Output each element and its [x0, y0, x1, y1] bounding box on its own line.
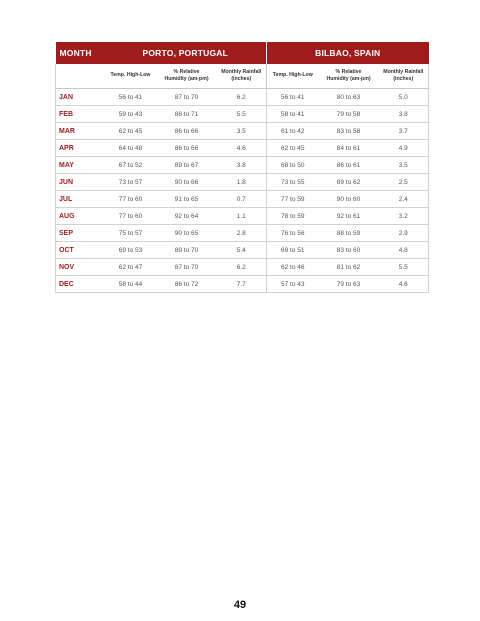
porto-humidity-cell: 89 to 67	[157, 157, 217, 174]
bilbao-humidity-cell: 81 to 62	[319, 259, 379, 276]
porto-humidity-cell: 86 to 72	[157, 276, 217, 293]
city-header-porto: PORTO, PORTUGAL	[105, 42, 267, 64]
month-cell: OCT	[56, 242, 105, 259]
bilbao-rainfall-cell: 2.5	[379, 174, 429, 191]
table-row	[56, 123, 429, 140]
bilbao-rainfall-cell: 4.9	[379, 140, 429, 157]
subheader-humidity-porto	[157, 64, 217, 89]
bilbao-temp-cell: 62 to 46	[267, 259, 319, 276]
table-row	[56, 242, 429, 259]
porto-humidity-cell: 88 to 71	[157, 106, 217, 123]
subheader-blank	[56, 64, 105, 89]
bilbao-temp-cell: 56 to 41	[267, 89, 319, 106]
porto-temp-cell: 59 to 43	[105, 106, 157, 123]
porto-rainfall-cell: 2.8	[217, 225, 267, 242]
month-cell: MAR	[56, 123, 105, 140]
porto-humidity-cell: 86 to 66	[157, 140, 217, 157]
porto-rainfall-cell: 3.8	[217, 157, 267, 174]
subheader-humidity-bilbao	[319, 64, 379, 89]
month-cell: FEB	[56, 106, 105, 123]
bilbao-rainfall-cell: 5.5	[379, 259, 429, 276]
porto-rainfall-cell: 3.5	[217, 123, 267, 140]
bilbao-humidity-cell: 80 to 63	[319, 89, 379, 106]
month-cell: JUN	[56, 174, 105, 191]
table-row	[56, 174, 429, 191]
bilbao-humidity-cell: 79 to 58	[319, 106, 379, 123]
porto-rainfall-cell: 4.6	[217, 140, 267, 157]
porto-humidity-cell: 92 to 64	[157, 208, 217, 225]
bilbao-rainfall-cell: 2.4	[379, 191, 429, 208]
subheader-rain-line1: Monthly Rainfall	[221, 68, 262, 75]
month-cell: SEP	[56, 225, 105, 242]
porto-humidity-cell: 90 to 66	[157, 174, 217, 191]
table-body	[56, 89, 429, 293]
porto-rainfall-cell: 5.5	[217, 106, 267, 123]
subheader-rain-line2: (inches)	[393, 76, 414, 82]
bilbao-humidity-cell: 92 to 61	[319, 208, 379, 225]
subheader-humidity-line2: Humidity (am-pm)	[164, 76, 209, 82]
porto-rainfall-cell: 5.4	[217, 242, 267, 259]
porto-rainfall-cell: 6.2	[217, 259, 267, 276]
bilbao-rainfall-cell: 3.7	[379, 123, 429, 140]
bilbao-temp-cell: 77 to 59	[267, 191, 319, 208]
porto-rainfall-cell: 1.1	[217, 208, 267, 225]
subheader-humidity-line1: % Relative	[335, 68, 362, 75]
month-cell: JAN	[56, 89, 105, 106]
porto-rainfall-cell: 6.2	[217, 89, 267, 106]
table-row	[56, 157, 429, 174]
bilbao-temp-cell: 78 to 59	[267, 208, 319, 225]
porto-temp-cell: 77 to 60	[105, 191, 157, 208]
bilbao-humidity-cell: 86 to 61	[319, 157, 379, 174]
table-header-row	[56, 42, 429, 64]
porto-temp-cell: 62 to 47	[105, 259, 157, 276]
bilbao-humidity-cell: 83 to 60	[319, 242, 379, 259]
climate-table	[55, 42, 429, 293]
month-cell: DEC	[56, 276, 105, 293]
subheader-rain-porto	[217, 64, 267, 89]
bilbao-humidity-cell: 88 to 59	[319, 225, 379, 242]
porto-temp-cell: 56 to 41	[105, 89, 157, 106]
porto-humidity-cell: 90 to 65	[157, 225, 217, 242]
porto-temp-cell: 67 to 52	[105, 157, 157, 174]
subheader-rain-bilbao	[379, 64, 429, 89]
bilbao-rainfall-cell: 4.8	[379, 242, 429, 259]
bilbao-temp-cell: 62 to 45	[267, 140, 319, 157]
porto-temp-cell: 58 to 44	[105, 276, 157, 293]
porto-temp-cell: 77 to 60	[105, 208, 157, 225]
bilbao-humidity-cell: 83 to 58	[319, 123, 379, 140]
porto-rainfall-cell: 1.8	[217, 174, 267, 191]
bilbao-rainfall-cell: 3.2	[379, 208, 429, 225]
table-subheader-row	[56, 64, 429, 89]
porto-temp-cell: 73 to 57	[105, 174, 157, 191]
porto-humidity-cell: 87 to 70	[157, 259, 217, 276]
bilbao-temp-cell: 69 to 51	[267, 242, 319, 259]
table-row	[56, 191, 429, 208]
subheader-rain-line2: (inches)	[231, 76, 252, 82]
porto-humidity-cell: 89 to 70	[157, 242, 217, 259]
porto-temp-cell: 62 to 45	[105, 123, 157, 140]
bilbao-humidity-cell: 79 to 63	[319, 276, 379, 293]
porto-temp-cell: 64 to 48	[105, 140, 157, 157]
month-column-header: MONTH	[56, 42, 105, 64]
porto-humidity-cell: 91 to 65	[157, 191, 217, 208]
month-cell: JUL	[56, 191, 105, 208]
bilbao-temp-cell: 58 to 41	[267, 106, 319, 123]
bilbao-rainfall-cell: 3.8	[379, 106, 429, 123]
bilbao-temp-cell: 68 to 50	[267, 157, 319, 174]
table-row	[56, 208, 429, 225]
porto-humidity-cell: 86 to 66	[157, 123, 217, 140]
month-cell: AUG	[56, 208, 105, 225]
month-cell: MAY	[56, 157, 105, 174]
bilbao-temp-cell: 76 to 56	[267, 225, 319, 242]
porto-rainfall-cell: 7.7	[217, 276, 267, 293]
bilbao-temp-cell: 57 to 43	[267, 276, 319, 293]
bilbao-rainfall-cell: 3.5	[379, 157, 429, 174]
bilbao-temp-cell: 61 to 42	[267, 123, 319, 140]
table-row	[56, 276, 429, 293]
table-row	[56, 225, 429, 242]
table-row	[56, 259, 429, 276]
bilbao-temp-cell: 73 to 55	[267, 174, 319, 191]
table-row	[56, 106, 429, 123]
bilbao-humidity-cell: 84 to 61	[319, 140, 379, 157]
subheader-temp-label: Temp. High-Low	[110, 72, 151, 79]
table-row	[56, 89, 429, 106]
subheader-temp-label: Temp. High-Low	[272, 72, 313, 79]
porto-humidity-cell: 87 to 70	[157, 89, 217, 106]
city-header-bilbao: BILBAO, SPAIN	[267, 42, 429, 64]
porto-temp-cell: 75 to 57	[105, 225, 157, 242]
table-row	[56, 140, 429, 157]
subheader-rain-line1: Monthly Rainfall	[383, 68, 424, 75]
month-cell: APR	[56, 140, 105, 157]
subheader-temp-bilbao	[267, 64, 319, 89]
subheader-temp-porto	[105, 64, 157, 89]
bilbao-rainfall-cell: 5.0	[379, 89, 429, 106]
bilbao-rainfall-cell: 4.6	[379, 276, 429, 293]
bilbao-rainfall-cell: 2.9	[379, 225, 429, 242]
porto-temp-cell: 69 to 53	[105, 242, 157, 259]
bilbao-humidity-cell: 89 to 62	[319, 174, 379, 191]
month-cell: NOV	[56, 259, 105, 276]
subheader-humidity-line1: % Relative	[173, 68, 200, 75]
porto-rainfall-cell: 0.7	[217, 191, 267, 208]
subheader-humidity-line2: Humidity (am-pm)	[326, 76, 371, 82]
bilbao-humidity-cell: 90 to 60	[319, 191, 379, 208]
page-number: 49	[233, 599, 247, 611]
